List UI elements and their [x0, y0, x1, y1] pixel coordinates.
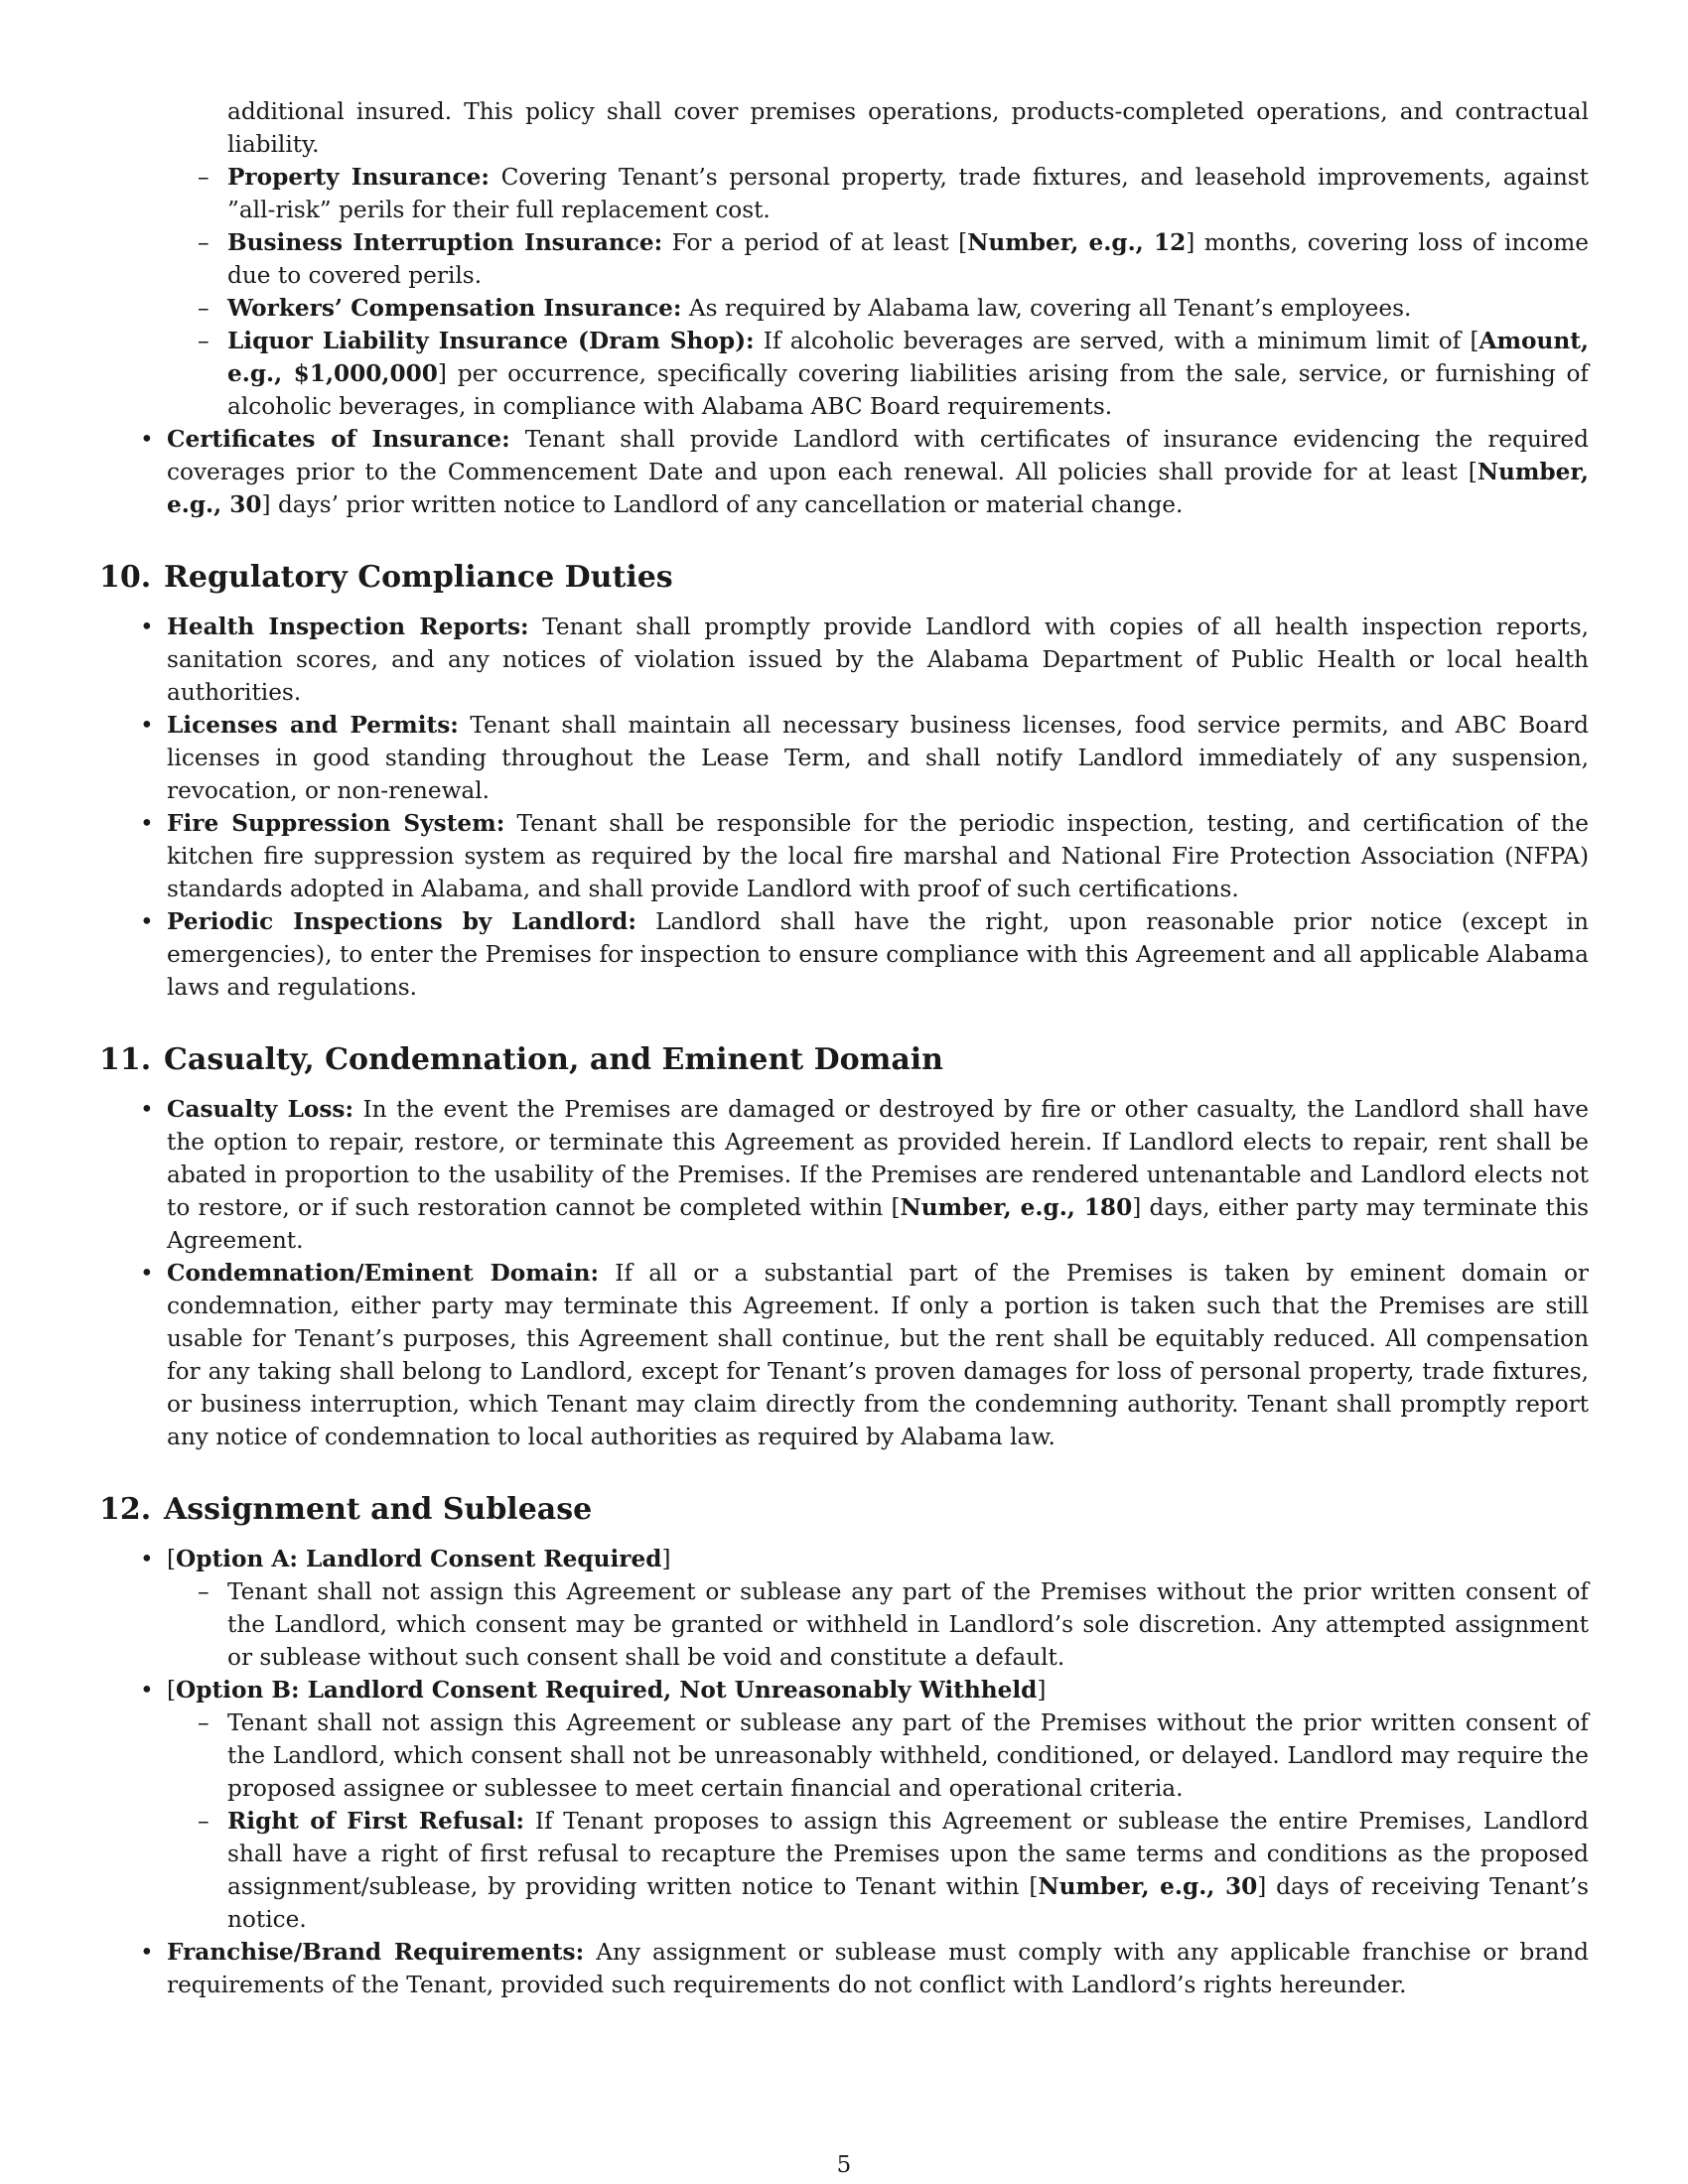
- item-text: ] days, either party may terminate this Agreement.: [167, 1194, 1589, 1254]
- item-text: ] days of receiving Tenant’s notice.: [227, 1873, 1589, 1933]
- item-label: Workers’ Compensation Insurance:: [227, 295, 682, 322]
- placeholder-value: Number, e.g., 30: [167, 459, 1589, 518]
- item-text: ] months, covering loss of income due to covered perils.: [227, 229, 1589, 289]
- list-item-workers-compensation: [227, 292, 1589, 325]
- item-label: Health Inspection Reports:: [167, 614, 529, 640]
- insurance-continuation: additional insured. This policy shall cover premises operations, products-completed operations, and contractual liability.: [227, 98, 1589, 158]
- regulatory-list: [99, 611, 1589, 1004]
- item-label: Certificates of Insurance:: [167, 426, 510, 453]
- section-number: 12.: [99, 1492, 152, 1527]
- item-text: Tenant shall be responsible for the periodic inspection, testing, and certification of the kitchen fire suppression system as required by the local fire marshal and National Fire Protection Association (NFPA) standards adopted in Alabama, and shall provide Landlord with proof of such certifications.: [167, 810, 1589, 902]
- placeholder-value: Amount, e.g., $1,000,000: [227, 328, 1589, 387]
- list-item-periodic-inspections: [167, 905, 1589, 1004]
- list-item-health-inspection: [167, 611, 1589, 709]
- assignment-list: [99, 1543, 1589, 2001]
- list-item-option-b: • [Option B: Landlord Consent Required, Not Unreasonably Withheld] – Tenant shall not assign this Agreement or sublease any part of the Premises without the prior written consent of the Landlord, which consent shall not be unreasonably withheld, conditioned, or delayed. Landlord may require the proposed assignee or sublessee to meet certain financial and operational criteria. – Right of First Refusal: If Tenant proposes to assign this Agreement or sublease the entire Premises, Landlord shall have a right of first refusal to recapture the Premises upon the same terms and conditions as the proposed assignment/sublease, by providing written notice to Tenant within [Number, e.g., 30] days of receiving Tenant’s notice.: [167, 1674, 1589, 1936]
- item-text: ] days’ prior written notice to Landlord of any cancellation or material change.: [261, 491, 1184, 518]
- list-item-business-interruption: [227, 226, 1589, 292]
- list-item-licenses-permits: [167, 709, 1589, 807]
- placeholder-value: Number, e.g., 30: [1038, 1873, 1258, 1900]
- section-title: Regulatory Compliance Duties: [164, 560, 673, 595]
- option-label: Option A: Landlord Consent Required: [176, 1546, 662, 1572]
- list-item-right-of-first-refusal: [227, 1805, 1589, 1936]
- item-label: Business Interruption Insurance:: [227, 229, 663, 256]
- item-text: Any assignment or sublease must comply with any applicable franchise or brand requirements of the Tenant, provided such requirements do not conflict with Landlord’s rights hereunder.: [167, 1939, 1590, 1998]
- list-item-franchise: [167, 1936, 1589, 2001]
- section-number: 10.: [99, 560, 152, 595]
- item-text: If all or a substantial part of the Premises is taken by eminent domain or condemnation, either party may terminate this Agreement. If only a portion is taken such that the Premises are still usable for Tenant’s purposes, this Agreement shall continue, but the rent shall be equitably reduced. All compensation for any taking shall belong to Landlord, except for Tenant’s proven damages for loss of personal property, trade fixtures, or business interruption, which Tenant may claim directly from the condemning authority. Tenant shall promptly report any notice of condemnation to local authorities as required by Alabama law.: [167, 1260, 1589, 1450]
- item-label: Periodic Inspections by Landlord:: [167, 908, 636, 935]
- list-item-option-b-text: – Tenant shall not assign this Agreement or sublease any part of the Premises without the prior written consent of the Landlord, which consent shall not be unreasonably withheld, conditioned, or delayed. Landlord may require the proposed assignee or sublessee to meet certain financial and operational criteria.: [227, 1706, 1589, 1805]
- section-heading-10: [99, 559, 1589, 597]
- placeholder-value: Number, e.g., 180: [900, 1194, 1133, 1221]
- item-text: Landlord shall have the right, upon reasonable prior notice (except in emergencies), to enter the Premises for inspection to ensure compliance with this Agreement and all applicable Alabama laws and regulations.: [167, 908, 1589, 1001]
- section-number: 11.: [99, 1042, 152, 1077]
- list-item-property-insurance: [227, 161, 1589, 226]
- list-item-fire-suppression: [167, 807, 1589, 905]
- item-label: Fire Suppression System:: [167, 810, 505, 837]
- list-item-casualty-loss: [167, 1093, 1589, 1257]
- list-item-option-a: • [Option A: Landlord Consent Required] – Tenant shall not assign this Agreement or sublease any part of the Premises without the prior written consent of the Landlord, which consent may be granted or withheld in Landlord’s sole discretion. Any attempted assignment or sublease without such consent shall be void and constitute a default.: [167, 1543, 1589, 1674]
- item-text: ] per occurrence, specifically covering liabilities arising from the sale, service, or furnishing of alcoholic beverages, in compliance with Alabama ABC Board requirements.: [227, 360, 1589, 420]
- list-item-certificates: [167, 423, 1589, 521]
- item-label: Right of First Refusal:: [227, 1808, 525, 1835]
- option-a-sublist: [167, 1575, 1589, 1674]
- list-item-option-a-text: – Tenant shall not assign this Agreement or sublease any part of the Premises without the prior written consent of the Landlord, which consent may be granted or withheld in Landlord’s sole discretion. Any attempted assignment or sublease without such consent shall be void and constitute a default.: [227, 1575, 1589, 1674]
- list-item-condemnation: [167, 1257, 1589, 1453]
- placeholder-value: Number, e.g., 12: [967, 229, 1187, 256]
- option-label: Option B: Landlord Consent Required, Not Unreasonably Withheld: [176, 1677, 1038, 1704]
- item-label: Franchise/Brand Requirements:: [167, 1939, 585, 1966]
- item-text: In the event the Premises are damaged or destroyed by fire or other casualty, the Landlord shall have the option to repair, restore, or terminate this Agreement as provided herein. If Landlord elects to repair, rent shall be abated in proportion to the usability of the Premises. If the Premises are rendered untenantable and Landlord elects not to restore, or if such restoration cannot be completed within [: [167, 1096, 1589, 1221]
- item-text: For a period of at least [: [662, 229, 968, 256]
- page-number: 5: [836, 2152, 852, 2178]
- item-text: Covering Tenant’s personal property, trade fixtures, and leasehold improvements, against ”all-risk” perils for their full replacement cost.: [227, 164, 1589, 223]
- item-text: Tenant shall maintain all necessary business licenses, food service permits, and ABC Board licenses in good standing throughout the Lease Term, and shall notify Landlord immediately of any suspension, revocation, or non-renewal.: [167, 712, 1589, 804]
- item-text: As required by Alabama law, covering all Tenant’s employees.: [681, 295, 1412, 322]
- section-heading-12: [99, 1491, 1589, 1529]
- item-text: If alcoholic beverages are served, with a minimum limit of [: [754, 328, 1479, 354]
- section-title: Assignment and Sublease: [164, 1492, 593, 1527]
- document-page: [99, 95, 1589, 2001]
- item-label: Condemnation/Eminent Domain:: [167, 1260, 600, 1287]
- item-label: Casualty Loss:: [167, 1096, 354, 1123]
- insurance-sublist-holder: [167, 161, 1589, 423]
- item-text: Tenant shall provide Landlord with certificates of insurance evidencing the required coverages prior to the Commencement Date and upon each renewal. All policies shall provide for at least [: [167, 426, 1589, 485]
- item-label: Liquor Liability Insurance (Dram Shop):: [227, 328, 755, 354]
- insurance-list: [99, 161, 1589, 521]
- section-title: Casualty, Condemnation, and Eminent Domain: [164, 1042, 943, 1077]
- item-label: Property Insurance:: [227, 164, 490, 191]
- option-b-sublist: [167, 1706, 1589, 1936]
- list-item-liquor-liability: [227, 325, 1589, 423]
- section-heading-11: [99, 1041, 1589, 1079]
- casualty-list: [99, 1093, 1589, 1453]
- insurance-types-list: [167, 161, 1589, 423]
- item-text: Tenant shall promptly provide Landlord with copies of all health inspection reports, sanitation scores, and any notices of violation issued by the Alabama Department of Public Health or local health authorities.: [167, 614, 1589, 706]
- item-label: Licenses and Permits:: [167, 712, 459, 739]
- item-text: If Tenant proposes to assign this Agreement or sublease the entire Premises, Landlord shall have a right of first refusal to recapture the Premises upon the same terms and conditions as the proposed assignment/sublease, by providing written notice to Tenant within [: [227, 1808, 1590, 1900]
